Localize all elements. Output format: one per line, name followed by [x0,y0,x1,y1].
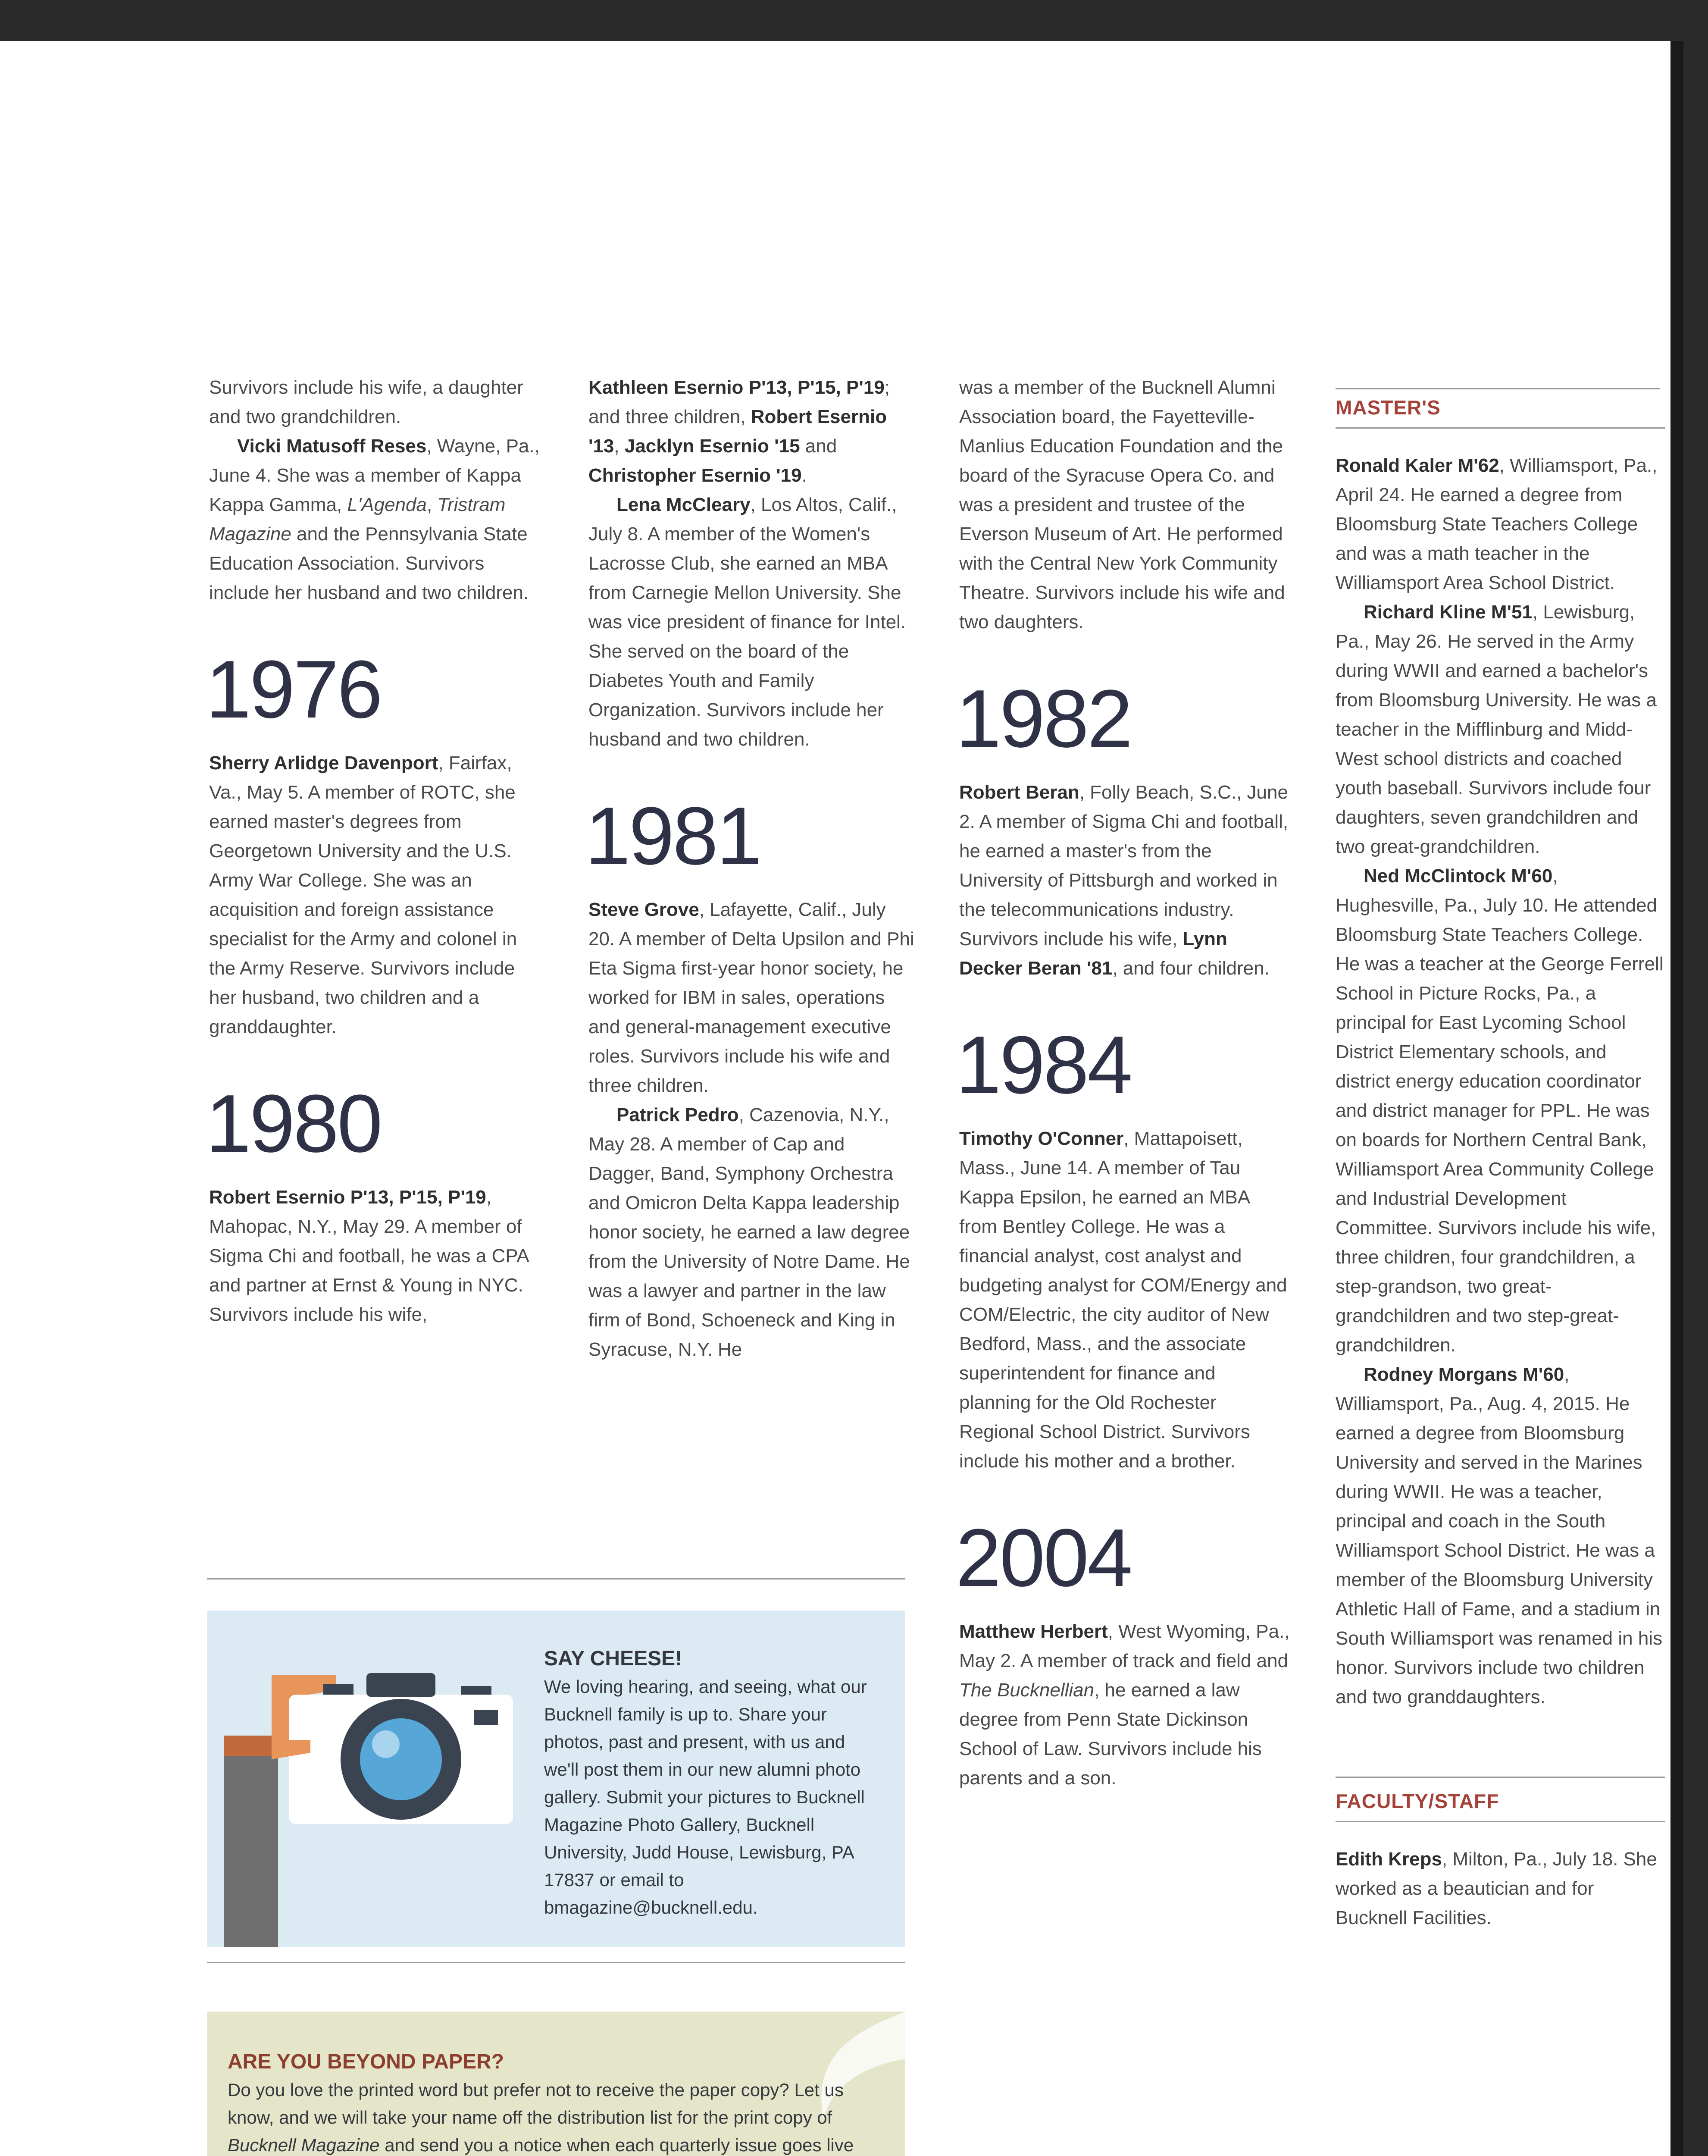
say-cheese-top-rule [207,1578,905,1579]
faculty-bottom-rule [1336,1821,1665,1822]
obit-ronald-kaler: Ronald Kaler M'62, Williamsport, Pa., April 24. He earned a degree from Bloomsburg State Teachers College and was a math teacher in the Williamsport Area School District. [1336,455,1658,593]
beyond-paper-title: ARE YOU BEYOND PAPER? [228,2050,504,2073]
year-heading-1976: 1976 [206,644,381,735]
page-spine [1670,41,1683,2156]
column-3 [956,373,1291,1793]
say-cheese-body: We loving hearing, and seeing, what our Bucknell family is up to. Share your photos, past and present, with us and we'll post them in our new alumni photo gallery. Submit your pictures to Bucknell Magazine Photo Gallery, Bucknell University, Judd House, Lewisburg, PA 17837 or email to bmagazine@bucknell.edu. [544,1677,867,1918]
obit-steve-grove: Steve Grove, Lafayette, Calif., July 20. A member of Delta Upsilon and Phi Eta Sigma first-year honor society, he worked for IBM in sales, operations and general-management executive roles. Survivors include his wife and three children. [588,899,914,1096]
masters-bottom-rule [1336,427,1665,429]
beyond-paper-box [207,2012,905,2156]
obit-patrick-pedro: Patrick Pedro, Cazenovia, N.Y., May 28. A member of Cap and Dagger, Band, Symphony Orchestra and Omicron Delta Kappa leadership honor society, he earned a law degree from the University of Notre Dame. He was a lawyer and partner in the law firm of Bond, Schoeneck and King in Syracuse, N.Y. He [588,1104,910,1360]
obit-robert-beran: Robert Beran, Folly Beach, S.C., June 2. A member of Sigma Chi and football, he earned a master's from the University of Pittsburgh and worked in the telecommunications industry. Survivors include his wife, Lynn Decker Beran '81, and four children. [959,782,1289,979]
sleeve-icon [224,1736,278,1947]
obit-continuation-pedro: was a member of the Bucknell Alumni Association board, the Fayetteville-Manlius Education Foundation and the board of the Syracuse Opera Co. and was a president and trustee of the Everson Museum of Art. He performed with the Central New York Community Theatre. Survivors include his wife and two daughters. [959,377,1285,633]
obit-matthew-herbert: Matthew Herbert, West Wyoming, Pa., May 2. A member of track and field and The Bucknellian, he earned a law degree from Penn State Dickinson School of Law. Survivors include his parents and a son. [959,1621,1290,1789]
section-heading-faculty-staff: FACULTY/STAFF [1336,1790,1499,1812]
obit-continuation-esernio: Kathleen Esernio P'13, P'15, P'19; and three children, Robert Esernio '13, Jacklyn Esernio '15 and Christopher Esernio '19. [588,377,890,486]
lens-glare-icon [372,1730,400,1758]
camera-button-icon [323,1684,353,1695]
say-cheese-box [207,1611,905,1947]
obit-edith-kreps: Edith Kreps, Milton, Pa., July 18. She worked as a beautician and for Bucknell Facilities. [1336,1849,1657,1928]
year-heading-1981: 1981 [585,790,760,882]
obit-lena-mccleary: Lena McCleary, Los Altos, Calif., July 8. A member of the Women's Lacrosse Club, she earned an MBA from Carnegie Mellon University. She was vice president of finance for Intel. She served on the board of the Diabetes Youth and Family Organization. Survivors include her husband and two children. [588,494,906,750]
camera-top-icon [366,1673,435,1697]
obit-vicki-reses: Vicki Matusoff Reses, Wayne, Pa., June 4. She was a member of Kappa Kappa Gamma, L'Agenda, Tristram Magazine and the Pennsylvania State Education Association. Survivors include her husband and two children. [209,436,540,603]
obit-robert-esernio: Robert Esernio P'13, P'15, P'19, Mahopac, N.Y., May 29. A member of Sigma Chi and football, he was a CPA and partner at Ernst & Young in NYC. Survivors include his wife, [209,1187,529,1325]
camera-button-icon-2 [461,1686,491,1695]
masters-top-rule [1336,388,1660,389]
year-heading-1982: 1982 [956,673,1131,765]
lens-inner-icon [360,1718,442,1800]
obit-timothy-oconner: Timothy O'Conner, Mattapoisett, Mass., June 14. A member of Tau Kappa Epsilon, he earned an MBA from Bentley College. He was a financial analyst, cost analyst and budgeting analyst for COM/Energy and COM/Electric, the city auditor of New Bedford, Mass., and the associate superintendent for finance and planning for the Old Rochester Regional School District. Survivors include his mother and a brother. [959,1128,1287,1472]
faculty-top-rule [1336,1777,1665,1778]
column-4 [1336,395,1665,1933]
year-heading-1980: 1980 [206,1078,381,1169]
section-heading-masters: MASTER'S [1336,396,1441,419]
column-2 [585,373,916,1364]
obit-ned-mcclintock: Ned McClintock M'60, Hughesville, Pa., July 10. He attended Bloomsburg State Teachers College. He was a teacher at the George Ferrell School in Picture Rocks, Pa., a principal for East Lycoming School District Elementary schools, and district energy education coordinator and district manager for PPL. He was on boards for Northern Central Bank, Williamsport Area Community College and Industrial Development Committee. Survivors include his wife, three children, four grandchildren, a step-grandson, two great-grandchildren and two step-great-grandchildren. [1336,865,1664,1356]
year-heading-1984: 1984 [956,1019,1131,1111]
obit-rodney-morgans: Rodney Morgans M'60, Williamsport, Pa., Aug. 4, 2015. He earned a degree from Bloomsburg University and served in the Marines during WWII. He was a teacher, principal and coach in the South Williamsport School District. He was a member of the Bloomsburg University Athletic Hall of Fame, and a stadium in South Williamsport was renamed in his honor. Survivors include two children and two granddaughters. [1336,1364,1663,1708]
say-cheese-title: SAY CHEESE! [544,1647,682,1670]
camera-viewfinder-icon [474,1710,498,1725]
say-cheese-bottom-rule [207,1962,905,1963]
year-heading-2004: 2004 [956,1512,1131,1604]
camera-hand-illustration [207,1611,543,1947]
column-1 [206,373,541,1329]
magazine-page [0,41,1683,2156]
obit-continuation: Survivors include his wife, a daughter and two grandchildren. [209,377,523,427]
obit-sherry-davenport: Sherry Arlidge Davenport, Fairfax, Va., May 5. A member of ROTC, she earned master's degrees from Georgetown University and the U.S. Army War College. She was an acquisition and foreign assistance specialist for the Army and colonel in the Army Reserve. Survivors include her husband, two children and a granddaughter. [209,752,517,1037]
beyond-paper-body: Do you love the printed word but prefer not to receive the paper copy? Let us know, and we will take your name off the distribution list for the print copy of Bucknell Magazine and send you a notice when each quarterly issue goes live [228,2080,854,2155]
obit-richard-kline: Richard Kline M'51, Lewisburg, Pa., May 26. He served in the Army during WWII and earned a bachelor's from Bloomsburg University. He was a teacher in the Mifflinburg and Midd-West school districts and coached youth baseball. Survivors include four daughters, seven grandchildren and two great-grandchildren. [1336,602,1657,857]
